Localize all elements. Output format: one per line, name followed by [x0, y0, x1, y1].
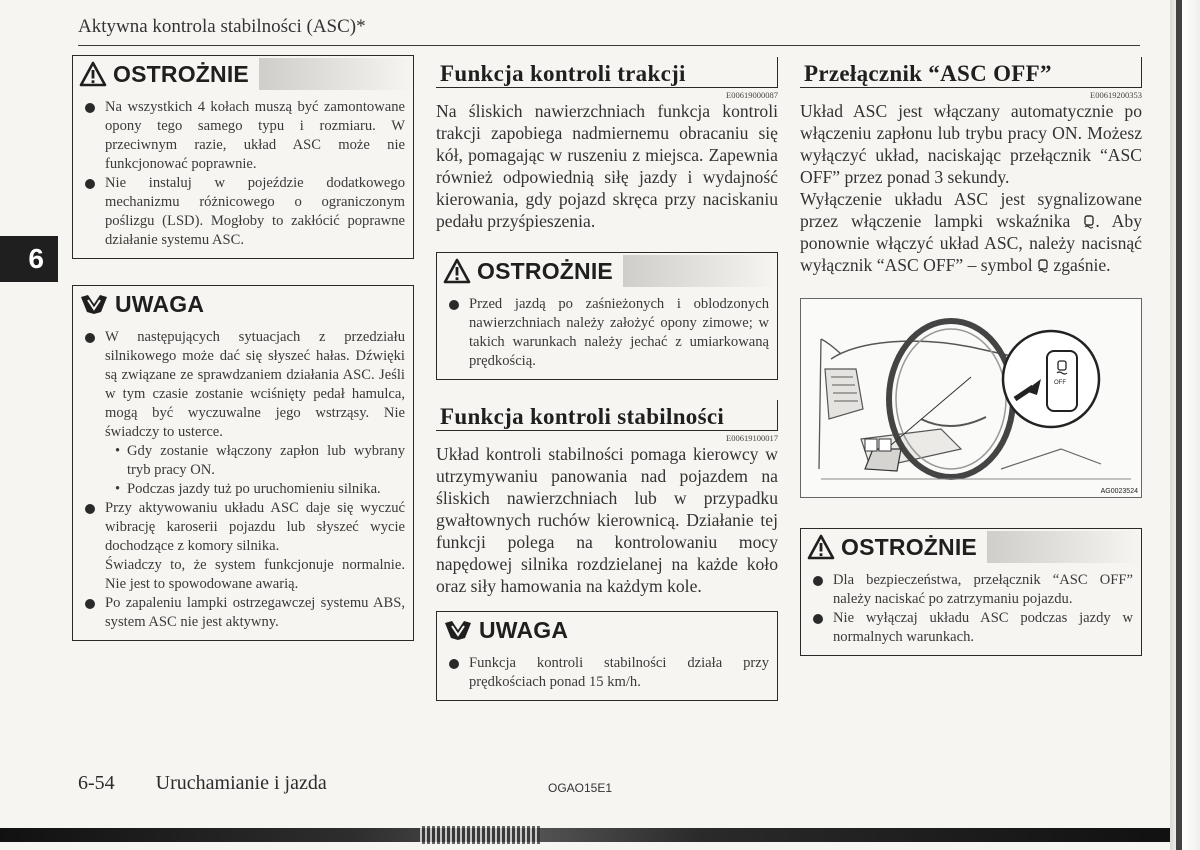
section-title: Funkcja kontroli trakcji: [440, 61, 686, 86]
sub-list-item: • Podczas jazdy tuż po uruchomieniu silnika.: [81, 480, 405, 499]
list-item: Przed jazdą po zaśnieżonych i oblodzonych nawierzchniach należy założyć opony zimowe; w takich warunkach należy jechać z umiarkowaną prędkością.: [445, 295, 769, 371]
list-item: Na wszystkich 4 kołach muszą być zamontowane opony tego samego typu i rozmiaru. W przeciwnym razie, układ ASC może nie funkcjonować poprawnie.: [81, 98, 405, 174]
column-right: [800, 55, 1142, 656]
caution-box: [72, 55, 414, 259]
section-text: Układ kontroli stabilności pomaga kierowcy w utrzymywaniu panowania nad pojazdem na śliskich nawierzchniach lub w przypadku gwałtownych ruchów kierownicą. Działanie tej funkcji polega na kontrolowaniu mocy napędowej silnika rozdzielanej na każde koło oraz siły hamowania na każdym kole.: [436, 444, 778, 596]
asc-indicator-icon: [1037, 259, 1049, 273]
sub-list-item: • Gdy zostanie włączony zapłon lub wybrany tryb pracy ON.: [81, 442, 405, 480]
asc-indicator-icon: [1083, 215, 1095, 229]
list-item: Nie instaluj w pojeździe dodatkowego mechanizmu różnicowego o ograniczonym poślizgu (LSD). Mogłoby to zakłócić poprawne działanie systemu ASC.: [81, 174, 405, 250]
header-shade: [259, 58, 413, 90]
warning-triangle-icon: [807, 534, 835, 560]
right-binding-line: [1176, 0, 1182, 850]
chapter-tab: 6: [0, 236, 58, 282]
bottom-edge-band: [0, 828, 1170, 842]
caution-box-body: [73, 92, 413, 258]
footer-section-title: Uruchamianie i jazda: [155, 772, 327, 794]
bottom-edge-marks: [420, 826, 540, 844]
section-code: E00619000087: [726, 90, 778, 100]
note-box-title: UWAGA: [479, 616, 569, 643]
list-item-continuation: Świadczy to, że system funkcjonuje normalnie. Nie jest to spowodowane awarią.: [105, 557, 405, 592]
header-shade: [987, 531, 1141, 563]
section-bar: [1141, 57, 1142, 87]
note-hand-icon: [443, 618, 473, 642]
list-item: Przy aktywowaniu układu ASC daje się wyczuć wibrację karoserii pojazdu lub słyszeć wycie dochodzące z komory silnika.: [81, 499, 405, 556]
list-item: W następujących sytuacjach z przedziału silnikowego może dać się słyszeć hałas. Dźwięki są związane ze sprawdzaniem działania ASC. Jeśli w tym czasie zostanie wciśnięty pedał hamulca, mogą być wyczuwalne jego wstrząsy. Nie świadczy to usterce.: [81, 328, 405, 442]
section-text: Układ ASC jest włączany automatycznie po włączeniu zapłonu lub trybu pracy ON. Możesz wyłączyć układ, naciskając przełącznik “ASC OFF” przez ponad 3 sekundy.: [800, 101, 1142, 187]
list-item: Funkcja kontroli stabilności działa przy prędkościach ponad 15 km/h.: [445, 654, 769, 692]
page-header: Aktywna kontrola stabilności (ASC)*: [78, 16, 366, 37]
warning-triangle-icon: [443, 258, 471, 284]
column-left: [72, 55, 414, 641]
note-box-body: [73, 322, 413, 640]
caution-box: [436, 252, 778, 380]
list-item: Dla bezpieczeństwa, przełącznik “ASC OFF” należy naciskać po zatrzymaniu pojazdu.: [809, 571, 1133, 609]
section-header-stability: [436, 398, 778, 431]
section-header-asc-off: [800, 55, 1142, 88]
document-code: OGAO15E1: [548, 781, 613, 795]
note-box-header: [73, 285, 413, 322]
dashboard-illustration: [801, 299, 1142, 498]
section-title: Funkcja kontroli stabilności: [440, 404, 725, 429]
page-number: 6-54: [78, 772, 115, 794]
note-box: [72, 285, 414, 641]
section-header-traction: [436, 55, 778, 88]
list-item: Po zapaleniu lampki ostrzegawczej systemu ABS, system ASC nie jest aktywny.: [81, 594, 405, 632]
page-footer: [78, 772, 327, 795]
text-fragment: Wyłączenie układu ASC jest sygnalizowane przez włączenie lampki wskaźnika: [800, 189, 1142, 231]
caution-box-header: [437, 252, 777, 289]
caution-box-body: [801, 565, 1141, 655]
caution-box-title: OSTROŻNIE: [477, 257, 613, 284]
section-code: E00619200353: [1090, 90, 1142, 100]
section-bar: [777, 57, 778, 87]
note-box: [436, 611, 778, 701]
caution-box: [800, 528, 1142, 656]
warning-triangle-icon: [79, 61, 107, 87]
text-fragment: . Aby ponownie włączyć układ ASC, należy nacisnąć wyłącznik “ASC OFF” – symbol: [800, 211, 1142, 275]
caution-box-title: OSTROŻNIE: [113, 60, 249, 87]
section-text: Na śliskich nawierzchniach funkcja kontroli trakcji zapobiega nadmiernemu obracaniu się kół, pomagając w ruszeniu z miejsca. Zapewnia również odpowiednią siłę jazdy i wydajność kierowania, gdy pojazd skręca przy naciskaniu pedału przyśpieszenia.: [436, 101, 778, 231]
column-middle: [436, 55, 778, 701]
section-title: Przełącznik “ASC OFF”: [804, 61, 1052, 86]
caution-box-body: [437, 289, 777, 379]
asc-off-switch-figure: [800, 298, 1142, 498]
note-box-title: UWAGA: [115, 290, 205, 317]
header-shade: [623, 255, 777, 287]
right-page-edge: [1170, 0, 1200, 850]
figure-button-label: OFF: [1054, 380, 1066, 386]
section-code: E00619100017: [726, 433, 778, 443]
header-rule: [78, 45, 1140, 46]
caution-box-header: [73, 55, 413, 92]
section-bar: [777, 400, 778, 430]
figure-code: AG0023524: [1100, 488, 1138, 495]
section-text: [800, 188, 1142, 276]
note-box-header: [437, 612, 777, 648]
list-item: Nie wyłączaj układu ASC podczas jazdy w normalnych warunkach.: [809, 609, 1133, 647]
caution-box-title: OSTROŻNIE: [841, 533, 977, 560]
note-hand-icon: [79, 292, 109, 316]
note-box-body: [437, 648, 777, 700]
text-fragment: zgaśnie.: [1049, 255, 1111, 275]
caution-box-header: [801, 528, 1141, 565]
